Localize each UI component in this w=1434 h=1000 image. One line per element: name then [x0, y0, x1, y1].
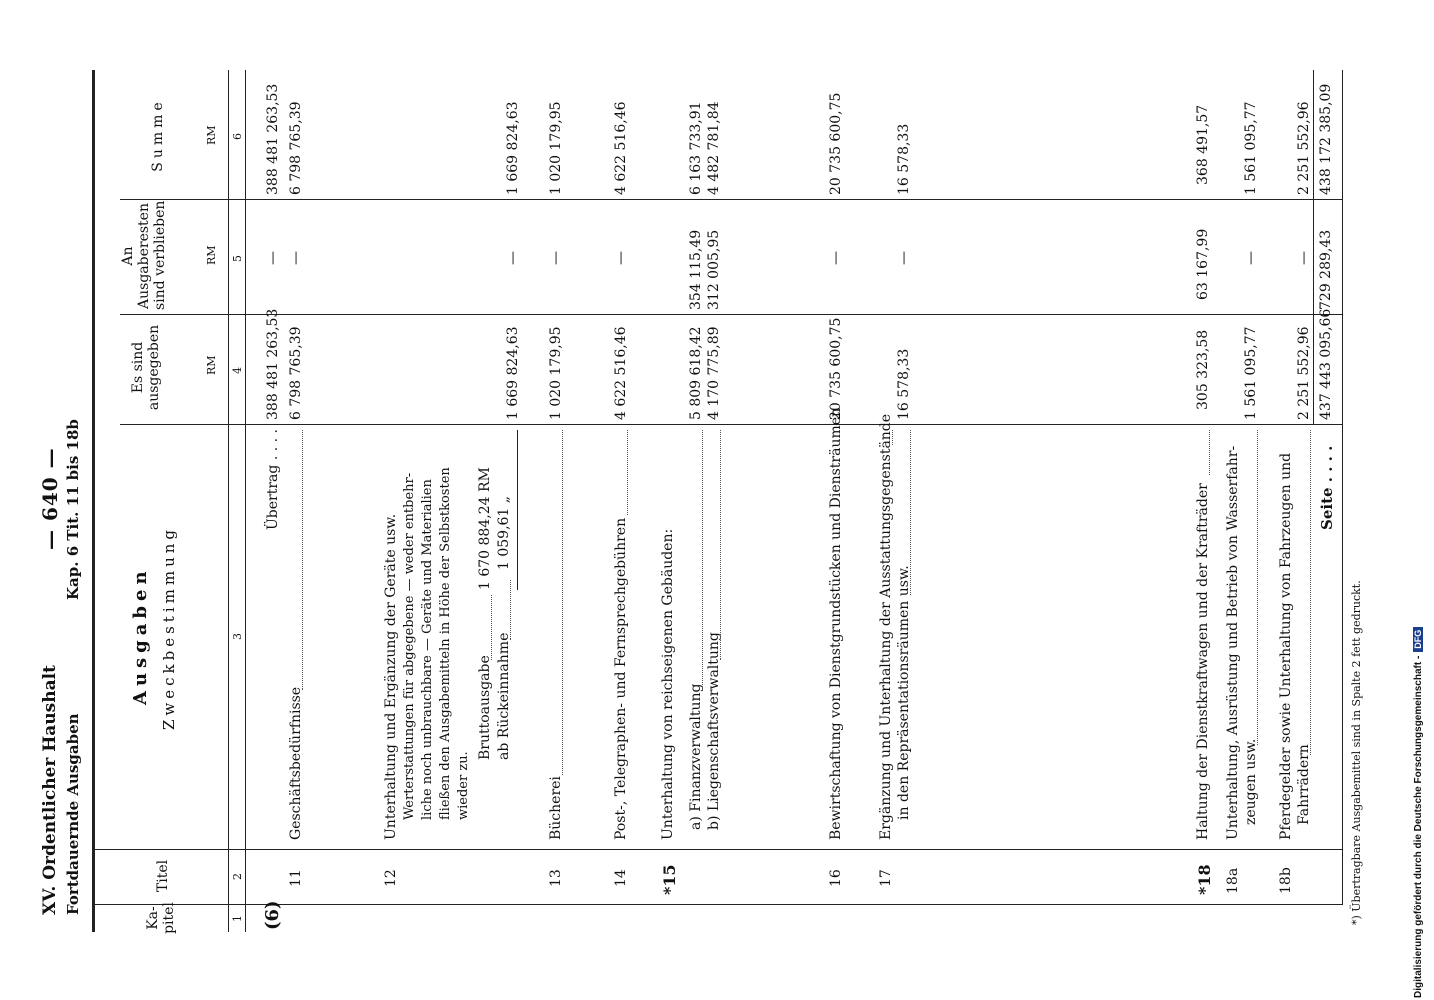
row-12-note-line-1: Werterstattungen für abgegebene — weder entbehr- — [402, 472, 417, 820]
row-18a-leader — [1257, 430, 1258, 745]
row-14-leader — [627, 430, 628, 515]
row-15b-reste: 312 005,95 — [706, 229, 722, 310]
row-14-titel: 14 — [613, 869, 629, 887]
row-12-subtotal-rule — [517, 430, 518, 590]
header-reste: An Ausgaberesten sind verblieben — [120, 200, 168, 310]
row-12-brutto-label: Bruttoausgabe — [477, 655, 493, 760]
row-12-note-line-2: liche noch unbrauchbare — Geräte und Materialien — [420, 479, 435, 820]
row-17-reste: — — [896, 251, 912, 265]
row-16-ausgegeben: 20 735 600,75 — [828, 317, 844, 420]
row-18b-text2: Fahrrädern — [1296, 744, 1312, 825]
row-11-text: Geschäftsbedürfnisse — [288, 686, 304, 840]
row-16-titel: 16 — [828, 869, 844, 887]
row-14-reste: — — [613, 251, 629, 265]
col-number-3: 3 — [231, 633, 244, 640]
page-number: — 640 — — [38, 447, 62, 550]
row-15a-label: a) Finanzverwaltung — [688, 683, 704, 830]
header-summe: Summe — [150, 98, 166, 172]
row-18-titel: *18 — [1195, 864, 1214, 895]
watermark-label: Digitalisierung gefördert durch die Deutsche Forschungsgemeinschaft - — [1413, 655, 1424, 998]
section-subtitle-right: Kap. 6 Tit. 11 bis 18b — [64, 419, 82, 600]
row-18-text: Haltung der Dienstkraftwagen und der Krafträder — [1195, 483, 1211, 840]
row-17-summe: 16 578,33 — [896, 123, 912, 195]
row-11-titel: 11 — [288, 869, 304, 887]
seite-reste: 729 289,43 — [1318, 229, 1334, 310]
seite-summe: 438 172 385,09 — [1318, 83, 1334, 195]
digitization-watermark — [1413, 8, 1433, 998]
uebertrag-ausgegeben: 388 481 263,53 — [265, 308, 281, 420]
dfg-logo: DFG — [1413, 627, 1423, 652]
row-12-text: Unterhaltung und Ergänzung der Geräte usw. — [383, 513, 399, 840]
row-12-abzug-leader — [510, 580, 511, 640]
row-17-ausgegeben: 16 578,33 — [896, 348, 912, 420]
row-17-text2: in den Repräsentationsräumen usw. — [896, 565, 912, 820]
row-18-leader — [1209, 430, 1210, 475]
row-13-titel: 13 — [548, 869, 564, 887]
uebertrag-label: Übertrag . . . . — [265, 429, 281, 530]
row-12-note-line-4: wieder zu. — [456, 751, 471, 820]
row-17-leader-1 — [892, 430, 893, 445]
row-13-leader — [562, 430, 563, 775]
row-12-brutto-value: 1 670 884,24 RM — [477, 467, 493, 590]
table-bottom-rule — [1342, 70, 1343, 905]
uebertrag-reste: — — [265, 251, 281, 265]
row-12-summe: 1 669 824,63 — [505, 101, 521, 195]
row-15b-leader — [720, 430, 721, 660]
row-15a-reste: 354 115,49 — [688, 229, 704, 310]
header-ausgaben: Ausgaben — [130, 566, 151, 705]
watermark-text — [1413, 8, 1424, 998]
row-17-titel: 17 — [878, 869, 894, 887]
row-11-reste: — — [288, 251, 304, 265]
row-15-titel: *15 — [660, 864, 679, 895]
row-18b-summe: 2 251 552,96 — [1296, 101, 1312, 195]
row-11-leader — [302, 430, 303, 690]
row-14-text: Post-, Telegraphen- und Fernsprechgebühren — [613, 517, 629, 840]
row-17-leader-2 — [910, 430, 911, 595]
row-18a-text2: zeugen usw. — [1243, 738, 1259, 825]
document-title: XV. Ordentlicher Haushalt — [40, 665, 60, 915]
row-18-reste: 63 167,99 — [1195, 228, 1211, 300]
header-kapitel: Ka- pitel — [145, 902, 177, 934]
row-16-text: Bewirtschaftung von Dienstgrundstücken und Diensträumen — [828, 407, 844, 840]
row-14-ausgegeben: 4 622 516,46 — [613, 326, 629, 420]
row-15b-summe: 4 482 781,84 — [706, 101, 722, 195]
row-13-reste: — — [548, 251, 564, 265]
unit-col5: RM — [205, 245, 218, 265]
header-titel: Titel — [155, 859, 171, 893]
row-12-brutto-leader — [491, 595, 492, 660]
header-ausgegeben: Es sind ausgegeben — [130, 324, 162, 411]
section-subtitle-left: Fortdauernde Ausgaben — [64, 713, 82, 915]
row-18b-leader — [1310, 430, 1311, 755]
row-18b-titel: 18b — [1278, 867, 1294, 894]
col-number-4: 4 — [231, 367, 244, 374]
kapitel-value: (6) — [262, 900, 283, 930]
row-12-abzug-label: ab Rückeinnahme — [496, 632, 512, 760]
col-divider-4 — [120, 314, 1342, 315]
table-top-rule — [92, 70, 95, 932]
row-18a-titel: 18a — [1225, 867, 1241, 894]
row-15a-ausgegeben: 5 809 618,42 — [688, 326, 704, 420]
row-12-reste: — — [505, 251, 521, 265]
row-14-summe: 4 622 516,46 — [613, 101, 629, 195]
row-18b-text: Pferdegelder sowie Unterhaltung von Fahrzeugen und — [1278, 452, 1294, 840]
row-18a-reste: — — [1243, 251, 1259, 265]
row-18-ausgegeben: 305 323,58 — [1195, 329, 1211, 410]
seite-ausgegeben: 437 443 095,66 — [1318, 308, 1334, 420]
row-18a-ausgegeben: 1 561 095,77 — [1243, 326, 1259, 420]
row-17-text: Ergänzung und Unterhaltung der Ausstattungsgegenstände — [878, 413, 894, 840]
row-12-ausgegeben: 1 669 824,63 — [505, 326, 521, 420]
row-12-note-line-3: fließen den Ausgabemitteln in Höhe der Selbstkosten — [438, 467, 453, 820]
row-12-titel: 12 — [383, 869, 399, 887]
seite-label: Seite . . . . — [1318, 445, 1336, 530]
row-15b-ausgegeben: 4 170 775,89 — [706, 326, 722, 420]
col-divider-3 — [120, 424, 1342, 425]
col-number-1: 1 — [231, 915, 244, 922]
row-18a-text: Unterhaltung, Ausrüstung und Betrieb von Wasserfahr- — [1225, 445, 1241, 840]
unit-col4: RM — [205, 355, 218, 375]
row-18b-reste: — — [1296, 251, 1312, 265]
col-number-2: 2 — [231, 873, 244, 880]
uebertrag-summe: 388 481 263,53 — [265, 83, 281, 195]
col-divider-5 — [120, 199, 1342, 200]
unit-col6: RM — [205, 125, 218, 145]
row-18a-summe: 1 561 095,77 — [1243, 101, 1259, 195]
col-number-5: 5 — [231, 255, 244, 262]
row-11-summe: 6 798 765,39 — [288, 101, 304, 195]
header-zweckbestimmung: Zweckbestimmung — [160, 525, 178, 730]
row-15b-label: b) Liegenschaftsverwaltung — [706, 632, 722, 830]
row-12-abzug-value: 1 059,61 „ — [496, 495, 512, 570]
row-13-text: Bücherei — [548, 776, 564, 840]
row-16-reste: — — [828, 251, 844, 265]
col-divider-2 — [92, 849, 1342, 850]
row-15a-summe: 6 163 733,91 — [688, 101, 704, 195]
row-15a-leader — [702, 430, 703, 690]
row-18-summe: 368 491,57 — [1195, 104, 1211, 185]
row-11-ausgegeben: 6 798 765,39 — [288, 326, 304, 420]
row-16-summe: 20 735 600,75 — [828, 92, 844, 195]
row-18b-ausgegeben: 2 251 552,96 — [1296, 326, 1312, 420]
seite-sum-rule — [1313, 70, 1314, 425]
row-15-text: Unterhaltung von reichseigenen Gebäuden: — [660, 528, 676, 840]
col-number-6: 6 — [231, 133, 244, 140]
row-13-summe: 1 020 179,95 — [548, 101, 564, 195]
footnote: *) Übertragbare Ausgabemittel sind in Spalte 2 fett gedruckt. — [1350, 580, 1363, 925]
row-13-ausgegeben: 1 020 179,95 — [548, 326, 564, 420]
